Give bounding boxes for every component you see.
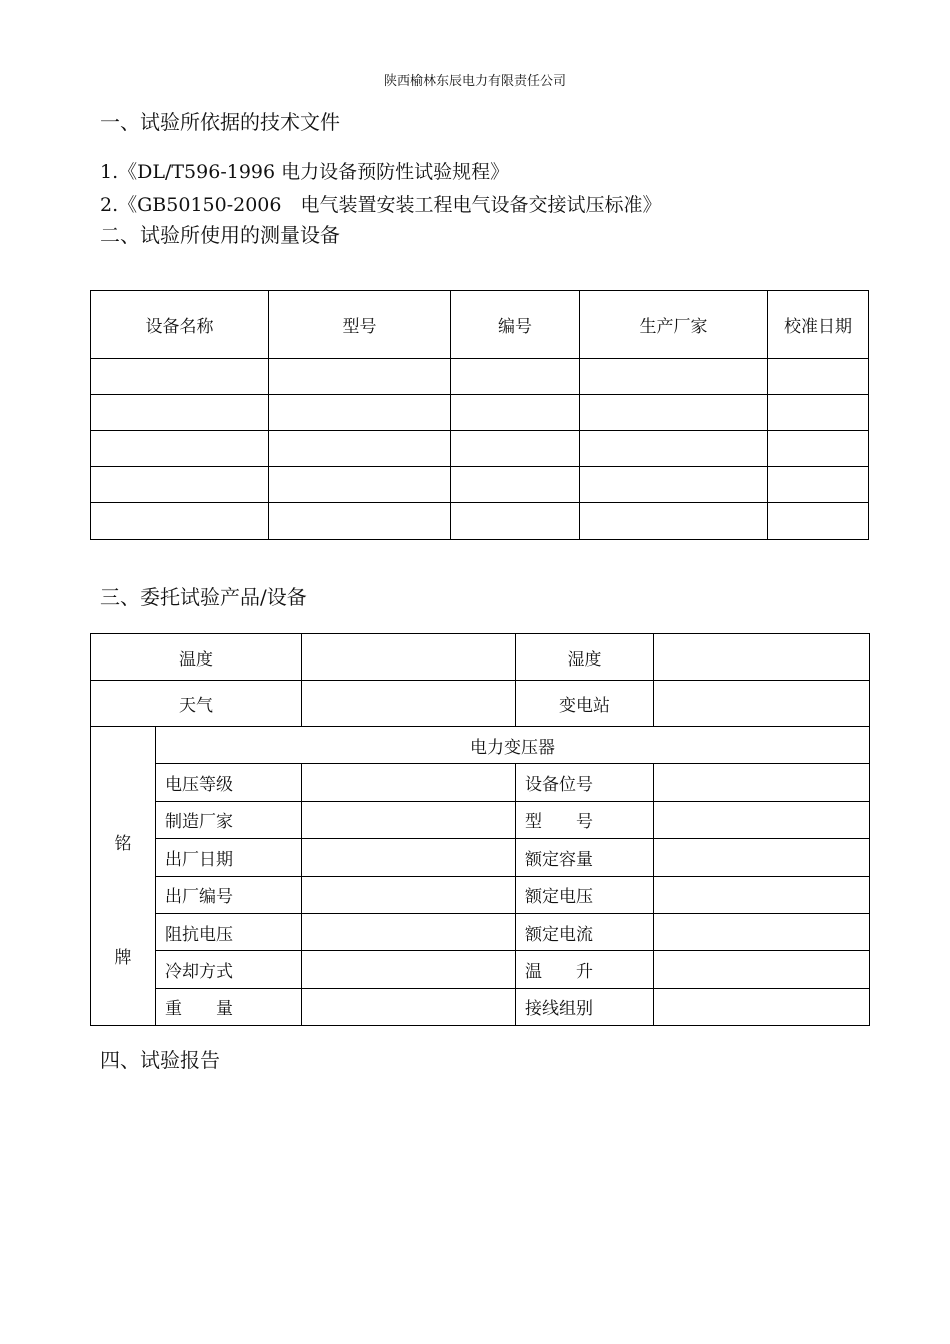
reference-1: 1.《DL/T596-1996 电力设备预防性试验规程》: [100, 161, 510, 183]
field-value[interactable]: [302, 951, 516, 988]
col-header-number: 编号: [451, 291, 580, 359]
temperature-value[interactable]: [302, 634, 516, 681]
table-cell[interactable]: [269, 503, 451, 540]
table-cell[interactable]: [91, 503, 269, 540]
field-label: 额定容量: [516, 839, 654, 876]
table-cell[interactable]: [91, 431, 269, 467]
field-value[interactable]: [654, 801, 870, 838]
field-label: 出厂日期: [156, 839, 302, 876]
table-cell[interactable]: [768, 431, 869, 467]
page-header: 陕西榆林东辰电力有限责任公司: [383, 74, 566, 89]
col-header-name: 设备名称: [91, 291, 269, 359]
col-header-calibration-date: 校准日期: [768, 291, 869, 359]
field-value[interactable]: [654, 839, 870, 876]
col-header-model: 型号: [269, 291, 451, 359]
table-row: [91, 431, 869, 467]
substation-value[interactable]: [654, 681, 870, 727]
field-value[interactable]: [654, 876, 870, 913]
table-cell[interactable]: [269, 467, 451, 503]
table-row: [91, 839, 870, 876]
table-row: [91, 467, 869, 503]
col-header-manufacturer: 生产厂家: [580, 291, 768, 359]
field-value[interactable]: [654, 913, 870, 950]
table-cell[interactable]: [451, 503, 580, 540]
table-cell[interactable]: [768, 503, 869, 540]
nameplate-label: [91, 727, 156, 1026]
table-row: [91, 876, 870, 913]
temperature-label: 温度: [91, 634, 302, 681]
field-label: 额定电流: [516, 913, 654, 950]
table-row: [91, 395, 869, 431]
field-label: 出厂编号: [156, 876, 302, 913]
field-value[interactable]: [654, 764, 870, 801]
table-cell[interactable]: [768, 359, 869, 395]
field-label: 制造厂家: [156, 801, 302, 838]
field-label: 型 号: [516, 801, 654, 838]
table-cell[interactable]: [91, 395, 269, 431]
table-cell[interactable]: [768, 467, 869, 503]
equipment-table: [90, 290, 869, 540]
table-cell[interactable]: [580, 503, 768, 540]
reference-2: 2.《GB50150-2006 电气装置安装工程电气设备交接试压标准》: [100, 194, 662, 216]
field-value[interactable]: [654, 988, 870, 1025]
table-cell[interactable]: [768, 395, 869, 431]
nameplate-char-bottom: 牌: [114, 948, 132, 968]
table-cell[interactable]: [580, 395, 768, 431]
transformer-row: [91, 727, 870, 764]
field-label: 设备位号: [516, 764, 654, 801]
field-label: 阻抗电压: [156, 913, 302, 950]
table-row: [91, 951, 870, 988]
section-4-title: 四、试验报告: [100, 1048, 220, 1072]
table-row: [91, 988, 870, 1025]
table-cell[interactable]: [269, 395, 451, 431]
table-cell[interactable]: [451, 395, 580, 431]
table-row: [91, 801, 870, 838]
table-cell[interactable]: [91, 359, 269, 395]
field-value[interactable]: [654, 951, 870, 988]
table-row: [91, 764, 870, 801]
field-label: 温 升: [516, 951, 654, 988]
humidity-label: 湿度: [516, 634, 654, 681]
table-cell[interactable]: [451, 359, 580, 395]
weather-label: 天气: [91, 681, 302, 727]
table-cell[interactable]: [91, 467, 269, 503]
field-value[interactable]: [302, 764, 516, 801]
table-row: [91, 359, 869, 395]
table-cell[interactable]: [269, 431, 451, 467]
section-2-title: 二、试验所使用的测量设备: [100, 223, 340, 247]
table-cell[interactable]: [580, 467, 768, 503]
table-cell[interactable]: [451, 467, 580, 503]
product-table: [90, 633, 870, 1026]
field-value[interactable]: [302, 801, 516, 838]
table-row: [91, 913, 870, 950]
equipment-header-row: [91, 291, 869, 359]
table-cell[interactable]: [580, 359, 768, 395]
table-cell[interactable]: [269, 359, 451, 395]
environment-row: [91, 681, 870, 727]
field-value[interactable]: [302, 876, 516, 913]
environment-row: [91, 634, 870, 681]
section-3-title: 三、委托试验产品/设备: [100, 585, 307, 609]
table-cell[interactable]: [451, 431, 580, 467]
field-label: 重 量: [156, 988, 302, 1025]
field-value[interactable]: [302, 913, 516, 950]
substation-label: 变电站: [516, 681, 654, 727]
section-1-title: 一、试验所依据的技术文件: [100, 110, 340, 134]
field-label: 接线组别: [516, 988, 654, 1025]
transformer-title: 电力变压器: [156, 727, 870, 764]
field-value[interactable]: [302, 988, 516, 1025]
field-value[interactable]: [302, 839, 516, 876]
field-label: 冷却方式: [156, 951, 302, 988]
humidity-value[interactable]: [654, 634, 870, 681]
table-cell[interactable]: [580, 431, 768, 467]
weather-value[interactable]: [302, 681, 516, 727]
field-label: 额定电压: [516, 876, 654, 913]
nameplate-char-top: 铭: [114, 834, 132, 854]
field-label: 电压等级: [156, 764, 302, 801]
table-row: [91, 503, 869, 540]
